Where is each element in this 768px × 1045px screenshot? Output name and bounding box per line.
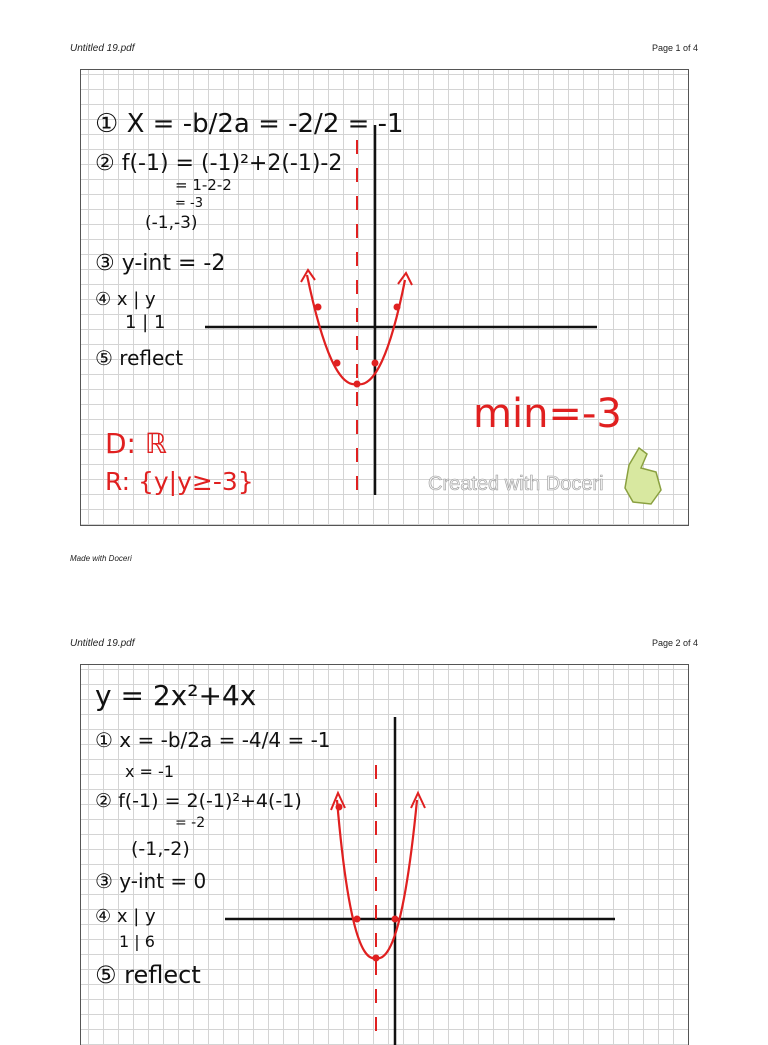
p2-point	[336, 804, 343, 811]
p2-vertex-point	[373, 955, 380, 962]
p2-step-2: ② f(-1) = 2(-1)²+4(-1)	[95, 790, 302, 812]
p2-step-1: ① x = -b/2a = -4/4 = -1	[95, 728, 331, 752]
pointing-hand-icon	[625, 448, 661, 504]
p1-point	[372, 360, 379, 367]
p2-step-3: ③ y-int = 0	[95, 869, 207, 893]
p2-step-2-line2: = -2	[175, 815, 206, 831]
p1-min-label: min=-3	[473, 391, 622, 437]
p1-step-2: ② f(-1) = (-1)²+2(-1)-2	[95, 151, 343, 176]
p2-step-4-row: 1 | 6	[119, 932, 155, 951]
p2-point	[354, 916, 361, 923]
slide-page-1	[80, 69, 689, 526]
p2-equation: y = 2x²+4x	[95, 679, 257, 712]
p1-step-3: ③ y-int = -2	[95, 251, 226, 276]
p1-step-4: ④ x | y	[95, 289, 156, 310]
page2-file-name: Untitled 19.pdf	[70, 638, 135, 649]
p1-step-1: ① X = -b/2a = -2/2 = -1	[95, 109, 404, 139]
p1-step-4-row: 1 | 1	[125, 312, 166, 333]
slide2-canvas	[81, 665, 688, 1045]
page1-footer: Made with Doceri	[70, 554, 132, 563]
p1-point	[394, 304, 401, 311]
p1-step-2-line3: = -3	[175, 196, 203, 211]
p1-step-2-line2: = 1-2-2	[175, 176, 232, 194]
doceri-watermark: Created with Doceri	[428, 473, 604, 495]
p1-vertex: (-1,-3)	[145, 213, 198, 233]
p2-vertex: (-1,-2)	[131, 838, 190, 860]
page2-page-label: Page 2 of 4	[651, 638, 698, 648]
page1-file-name: Untitled 19.pdf	[70, 43, 135, 54]
slide1-canvas	[81, 70, 688, 525]
p1-point	[334, 360, 341, 367]
p2-step-1-result: x = -1	[125, 762, 174, 781]
p2-step-5: ⑤ reflect	[95, 961, 201, 989]
p2-point	[392, 916, 399, 923]
p1-vertex-point	[354, 381, 361, 388]
p1-point	[315, 304, 322, 311]
page1-page-label: Page 1 of 4	[651, 43, 698, 53]
p1-domain: D: ℝ	[105, 427, 168, 460]
slide-page-2	[80, 664, 689, 1045]
p1-range: R: {y|y≥-3}	[105, 467, 254, 496]
p1-step-5: ⑤ reflect	[95, 346, 184, 370]
p2-step-4: ④ x | y	[95, 906, 156, 927]
